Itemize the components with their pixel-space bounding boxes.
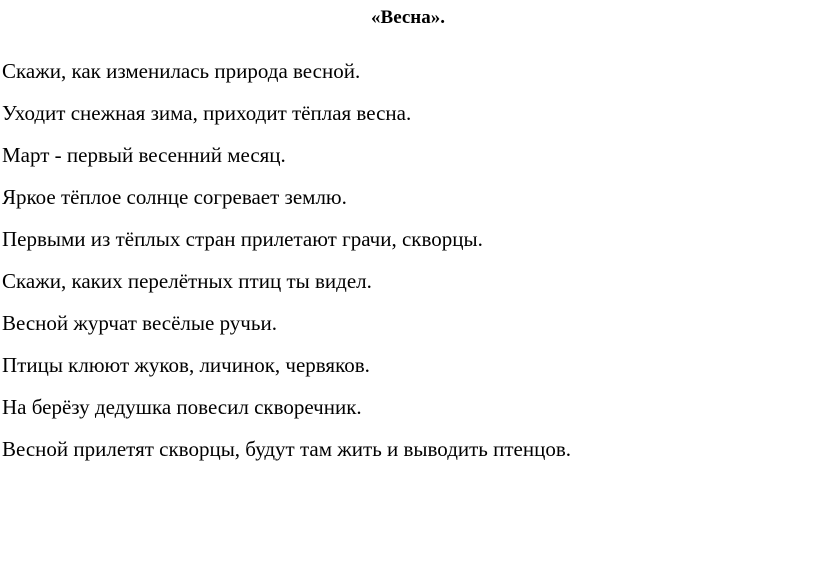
text-line: Весной прилетят скворцы, будут там жить и выводить птенцов. — [2, 437, 572, 461]
text-line: Первыми из тёплых стран прилетают грачи, скворцы. — [2, 227, 483, 251]
text-line: Птицы клюют жуков, личинок, червяков. — [2, 353, 370, 377]
text-line: Скажи, каких перелётных птиц ты видел. — [2, 269, 372, 293]
text-line: Скажи, как изменилась природа весной. — [2, 59, 361, 83]
text-lines — [2, 59, 571, 479]
text-line: Март - первый весенний месяц. — [2, 143, 286, 167]
text-line: Яркое тёплое солнце согревает землю. — [2, 185, 347, 209]
text-line: На берёзу дедушка повесил скворечник. — [2, 395, 362, 419]
text-line: Весной журчат весёлые ручьи. — [2, 311, 277, 335]
document-title: «Весна». — [371, 7, 445, 28]
text-line: Уходит снежная зима, приходит тёплая весна. — [2, 101, 412, 125]
